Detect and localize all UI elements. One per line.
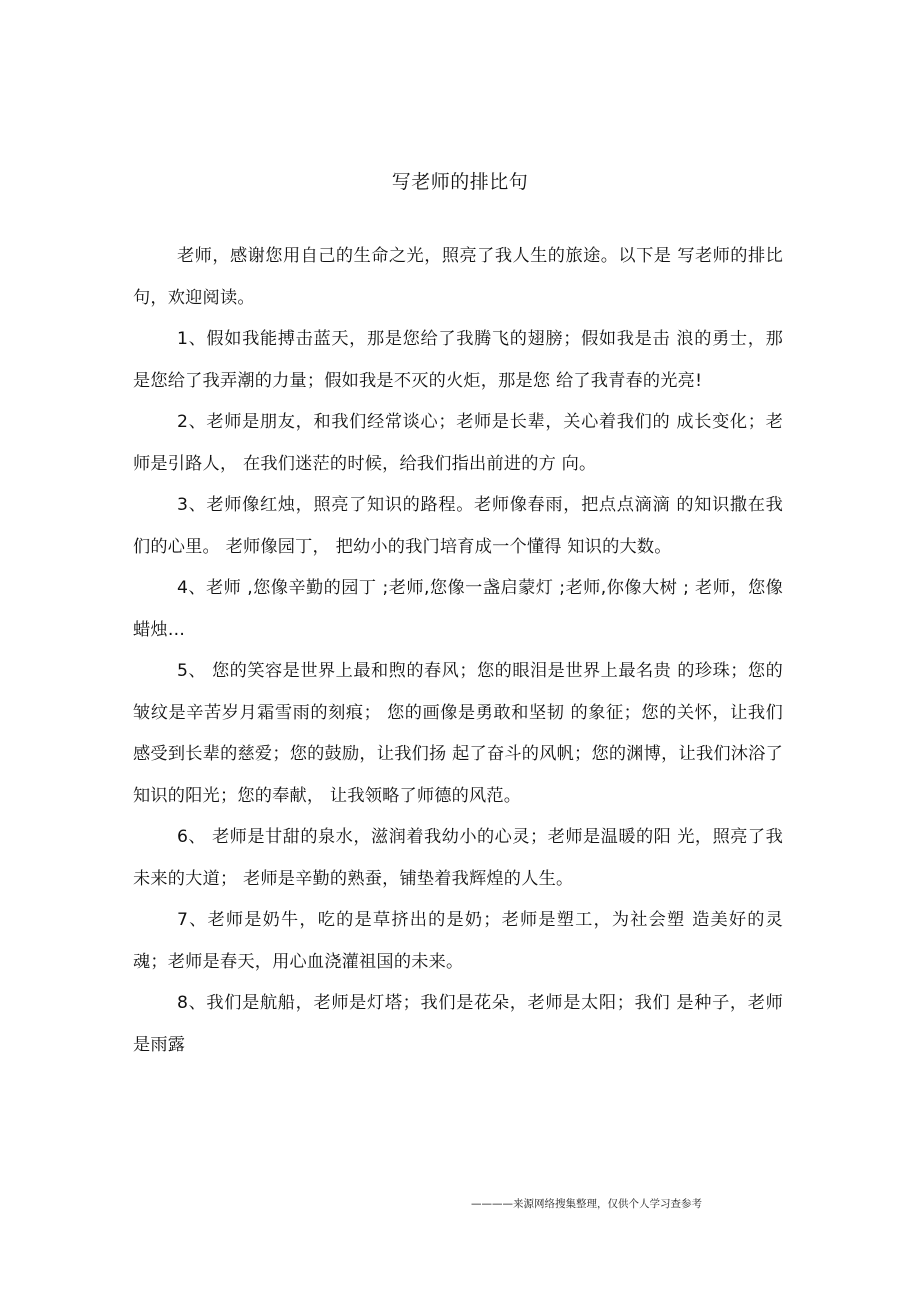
paragraph-7: 7、老师是奶牛，吃的是草挤出的是奶；老师是塑工，为社会塑 造美好的灵魂；老师是春天，用心血浇灌祖国的未来。 xyxy=(133,910,783,972)
paragraph-6: 6、 老师是甘甜的泉水，滋润着我幼小的心灵；老师是温暖的阳 光，照亮了我未来的大道； 老师是辛勤的熟蚕，铺垫着我辉煌的人生。 xyxy=(133,827,783,889)
source-footer: ————来源网络搜集整理，仅供个人学习查参考 xyxy=(471,1198,702,1210)
intro-paragraph: 老师，感谢您用自己的生命之光，照亮了我人生的旅途。以下是 写老师的排比句，欢迎阅读。 xyxy=(133,246,783,308)
paragraph-2: 2、老师是朋友，和我们经常谈心；老师是长辈，关心着我们的 成长变化；老师是引路人， 在我们迷茫的时候，给我们指出前进的方 向。 xyxy=(133,412,783,474)
paragraph-3: 3、老师像红烛，照亮了知识的路程。老师像春雨，把点点滴滴 的知识撒在我们的心里。 老师像园丁， 把幼小的我门培育成一个懂得 知识的大数。 xyxy=(133,495,783,557)
page-title: 写老师的排比句 xyxy=(391,171,529,193)
paragraph-5: 5、 您的笑容是世界上最和煦的春风；您的眼泪是世界上最名贵 的珍珠；您的皱纹是辛苦岁月霜雪雨的刻痕； 您的画像是勇敢和坚韧 的象征；您的关怀，让我们感受到长辈的慈爱；您的鼓励，让我们扬 起了奋斗的风帆；您的渊博，让我们沐浴了知识的阳光；您的奉献， 让我领略了师德的风范。 xyxy=(133,661,783,806)
paragraph-8: 8、我们是航船，老师是灯塔；我们是花朵，老师是太阳；我们 是种子，老师是雨露 xyxy=(133,993,783,1055)
document-body xyxy=(133,236,783,1066)
paragraph-4: 4、老师 ,您像辛勤的园丁 ;老师,您像一盏启蒙灯 ;老师,你像大树 ; 老师，您像蜡烛… xyxy=(133,578,783,640)
paragraph-1: 1、假如我能搏击蓝天，那是您给了我腾飞的翅膀；假如我是击 浪的勇士，那是您给了我弄潮的力量；假如我是不灭的火炬，那是您 给了我青春的光亮! xyxy=(133,329,783,391)
